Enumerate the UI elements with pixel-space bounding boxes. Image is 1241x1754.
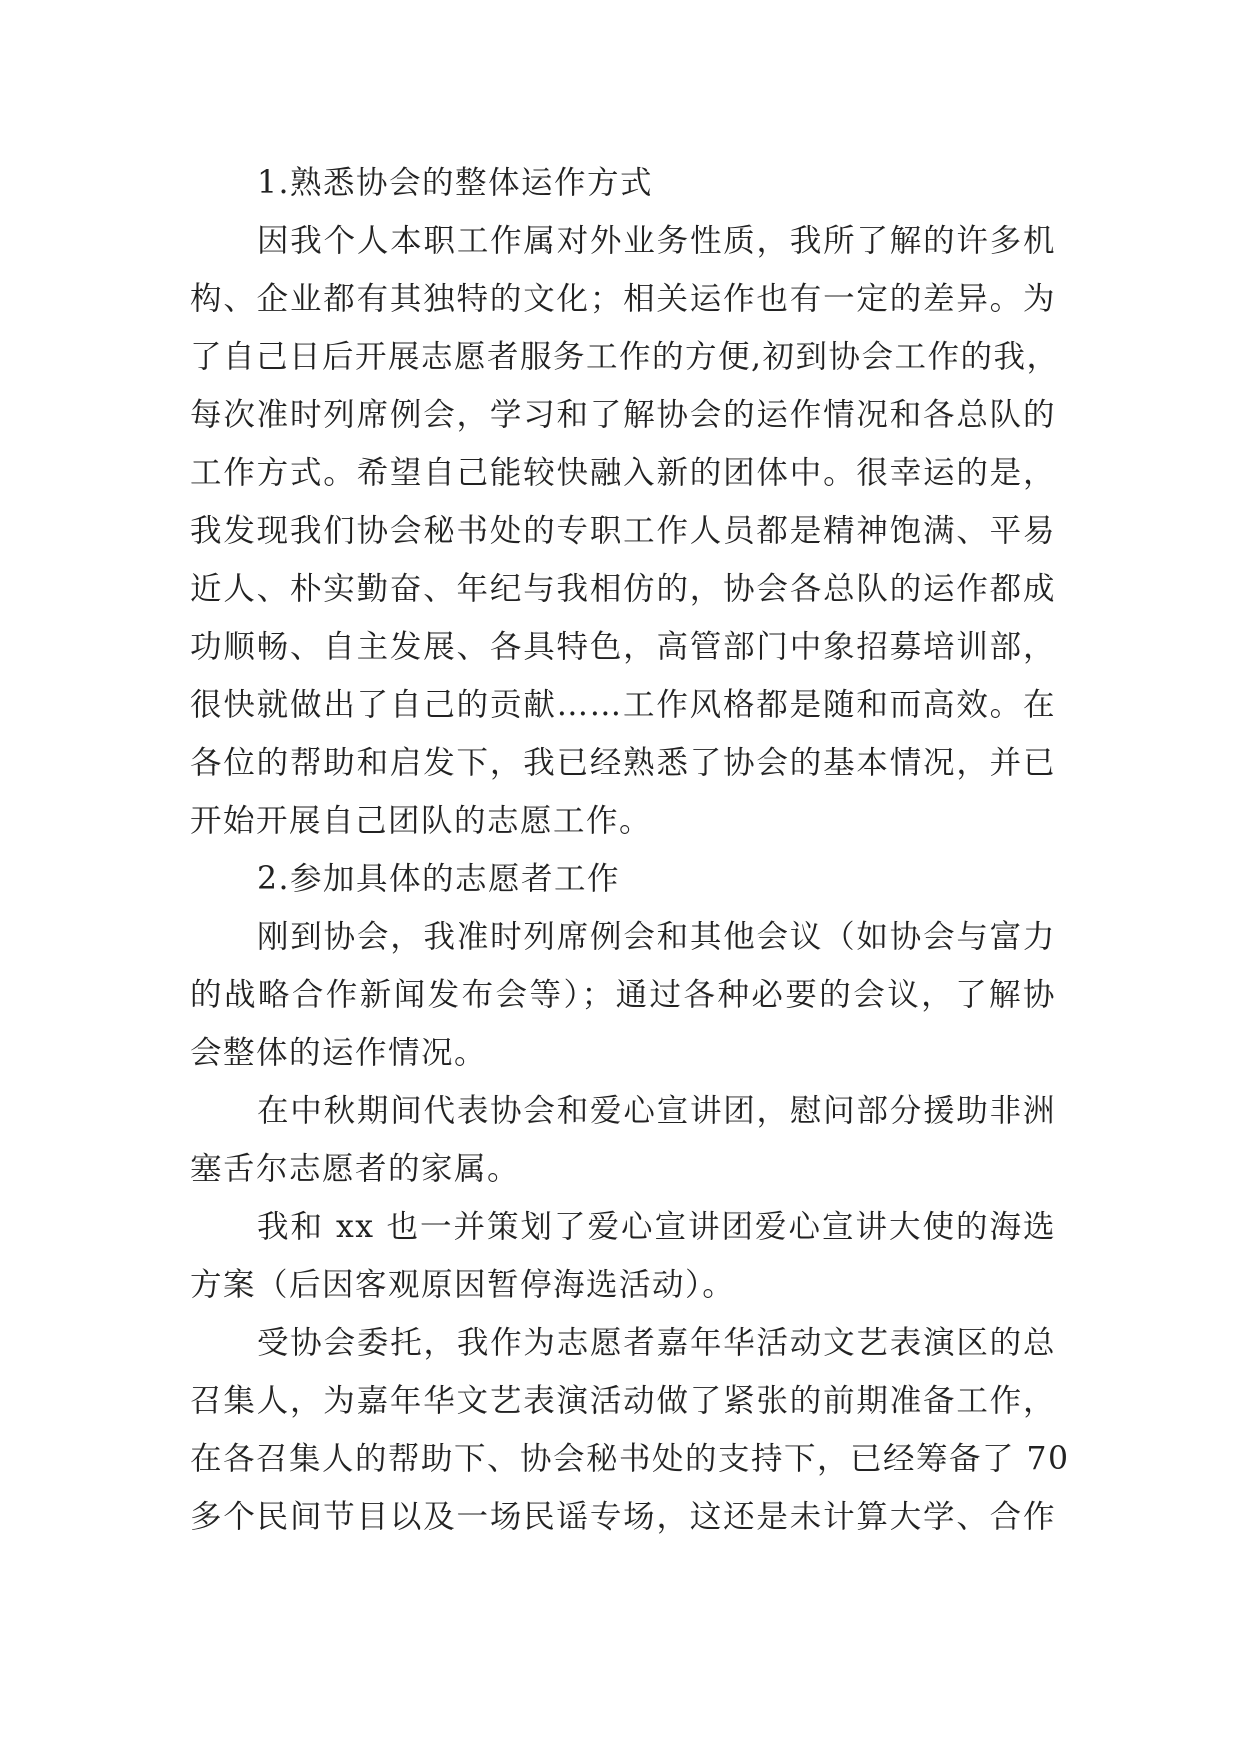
paragraph-line: 在各召集人的帮助下、协会秘书处的支持下，已经筹备了 70 [190, 1441, 1070, 1477]
paragraph-line: 各位的帮助和启发下，我已经熟悉了协会的基本情况，并已 [190, 745, 1056, 781]
paragraph [190, 212, 1060, 850]
paragraph-line: 很快就做出了自己的贡献……工作风格都是随和而高效。在 [190, 687, 1056, 723]
paragraph-line: 我发现我们协会秘书处的专职工作人员都是精神饱满、平易 [190, 513, 1056, 549]
paragraph-line: 会整体的运作情况。 [190, 1035, 488, 1071]
paragraph-line: 召集人，为嘉年华文艺表演活动做了紧张的前期准备工作， [190, 1383, 1056, 1419]
paragraph-line: 我和 xx 也一并策划了爱心宣讲团爱心宣讲大使的海选 [257, 1209, 1056, 1245]
paragraph-line: 工作方式。希望自己能较快融入新的团体中。很幸运的是， [190, 455, 1056, 491]
paragraph [190, 1082, 1056, 1198]
paragraph-line: 近人、朴实勤奋、年纪与我相仿的，协会各总队的运作都成 [190, 571, 1056, 607]
paragraph-line: 功顺畅、自主发展、各具特色，高管部门中象招募培训部， [190, 629, 1056, 665]
paragraph-line: 构、企业都有其独特的文化；相关运作也有一定的差异。为 [190, 281, 1056, 317]
paragraph-line: 因我个人本职工作属对外业务性质，我所了解的许多机 [257, 223, 1056, 259]
section-1 [190, 154, 1060, 850]
paragraph-line: 受协会委托，我作为志愿者嘉年华活动文艺表演区的总 [257, 1325, 1056, 1361]
paragraph-line: 了自己日后开展志愿者服务工作的方便,初到协会工作的我， [190, 339, 1060, 375]
section-heading: 2.参加具体的志愿者工作 [257, 861, 621, 897]
paragraph-line: 方案（后因客观原因暂停海选活动）。 [190, 1267, 736, 1303]
paragraph-line: 开始开展自己团队的志愿工作。 [190, 803, 653, 839]
paragraph [190, 1314, 1070, 1546]
section-heading: 1.熟悉协会的整体运作方式 [257, 165, 654, 201]
section-2 [190, 850, 1070, 1546]
paragraph [190, 1198, 1056, 1314]
paragraph-line: 在中秋期间代表协会和爱心宣讲团，慰问部分援助非洲 [257, 1093, 1056, 1129]
paragraph-line: 多个民间节目以及一场民谣专场，这还是未计算大学、合作 [190, 1499, 1056, 1535]
paragraph-line: 的战略合作新闻发布会等）；通过各种必要的会议，了解协 [190, 977, 1056, 1013]
paragraph-line: 塞舌尔志愿者的家属。 [190, 1151, 521, 1187]
paragraph-line: 刚到协会，我准时列席例会和其他会议（如协会与富力 [257, 919, 1056, 955]
paragraph [190, 908, 1056, 1082]
paragraph-line: 每次准时列席例会，学习和了解协会的运作情况和各总队的 [190, 397, 1056, 433]
document-body [190, 154, 1070, 1546]
